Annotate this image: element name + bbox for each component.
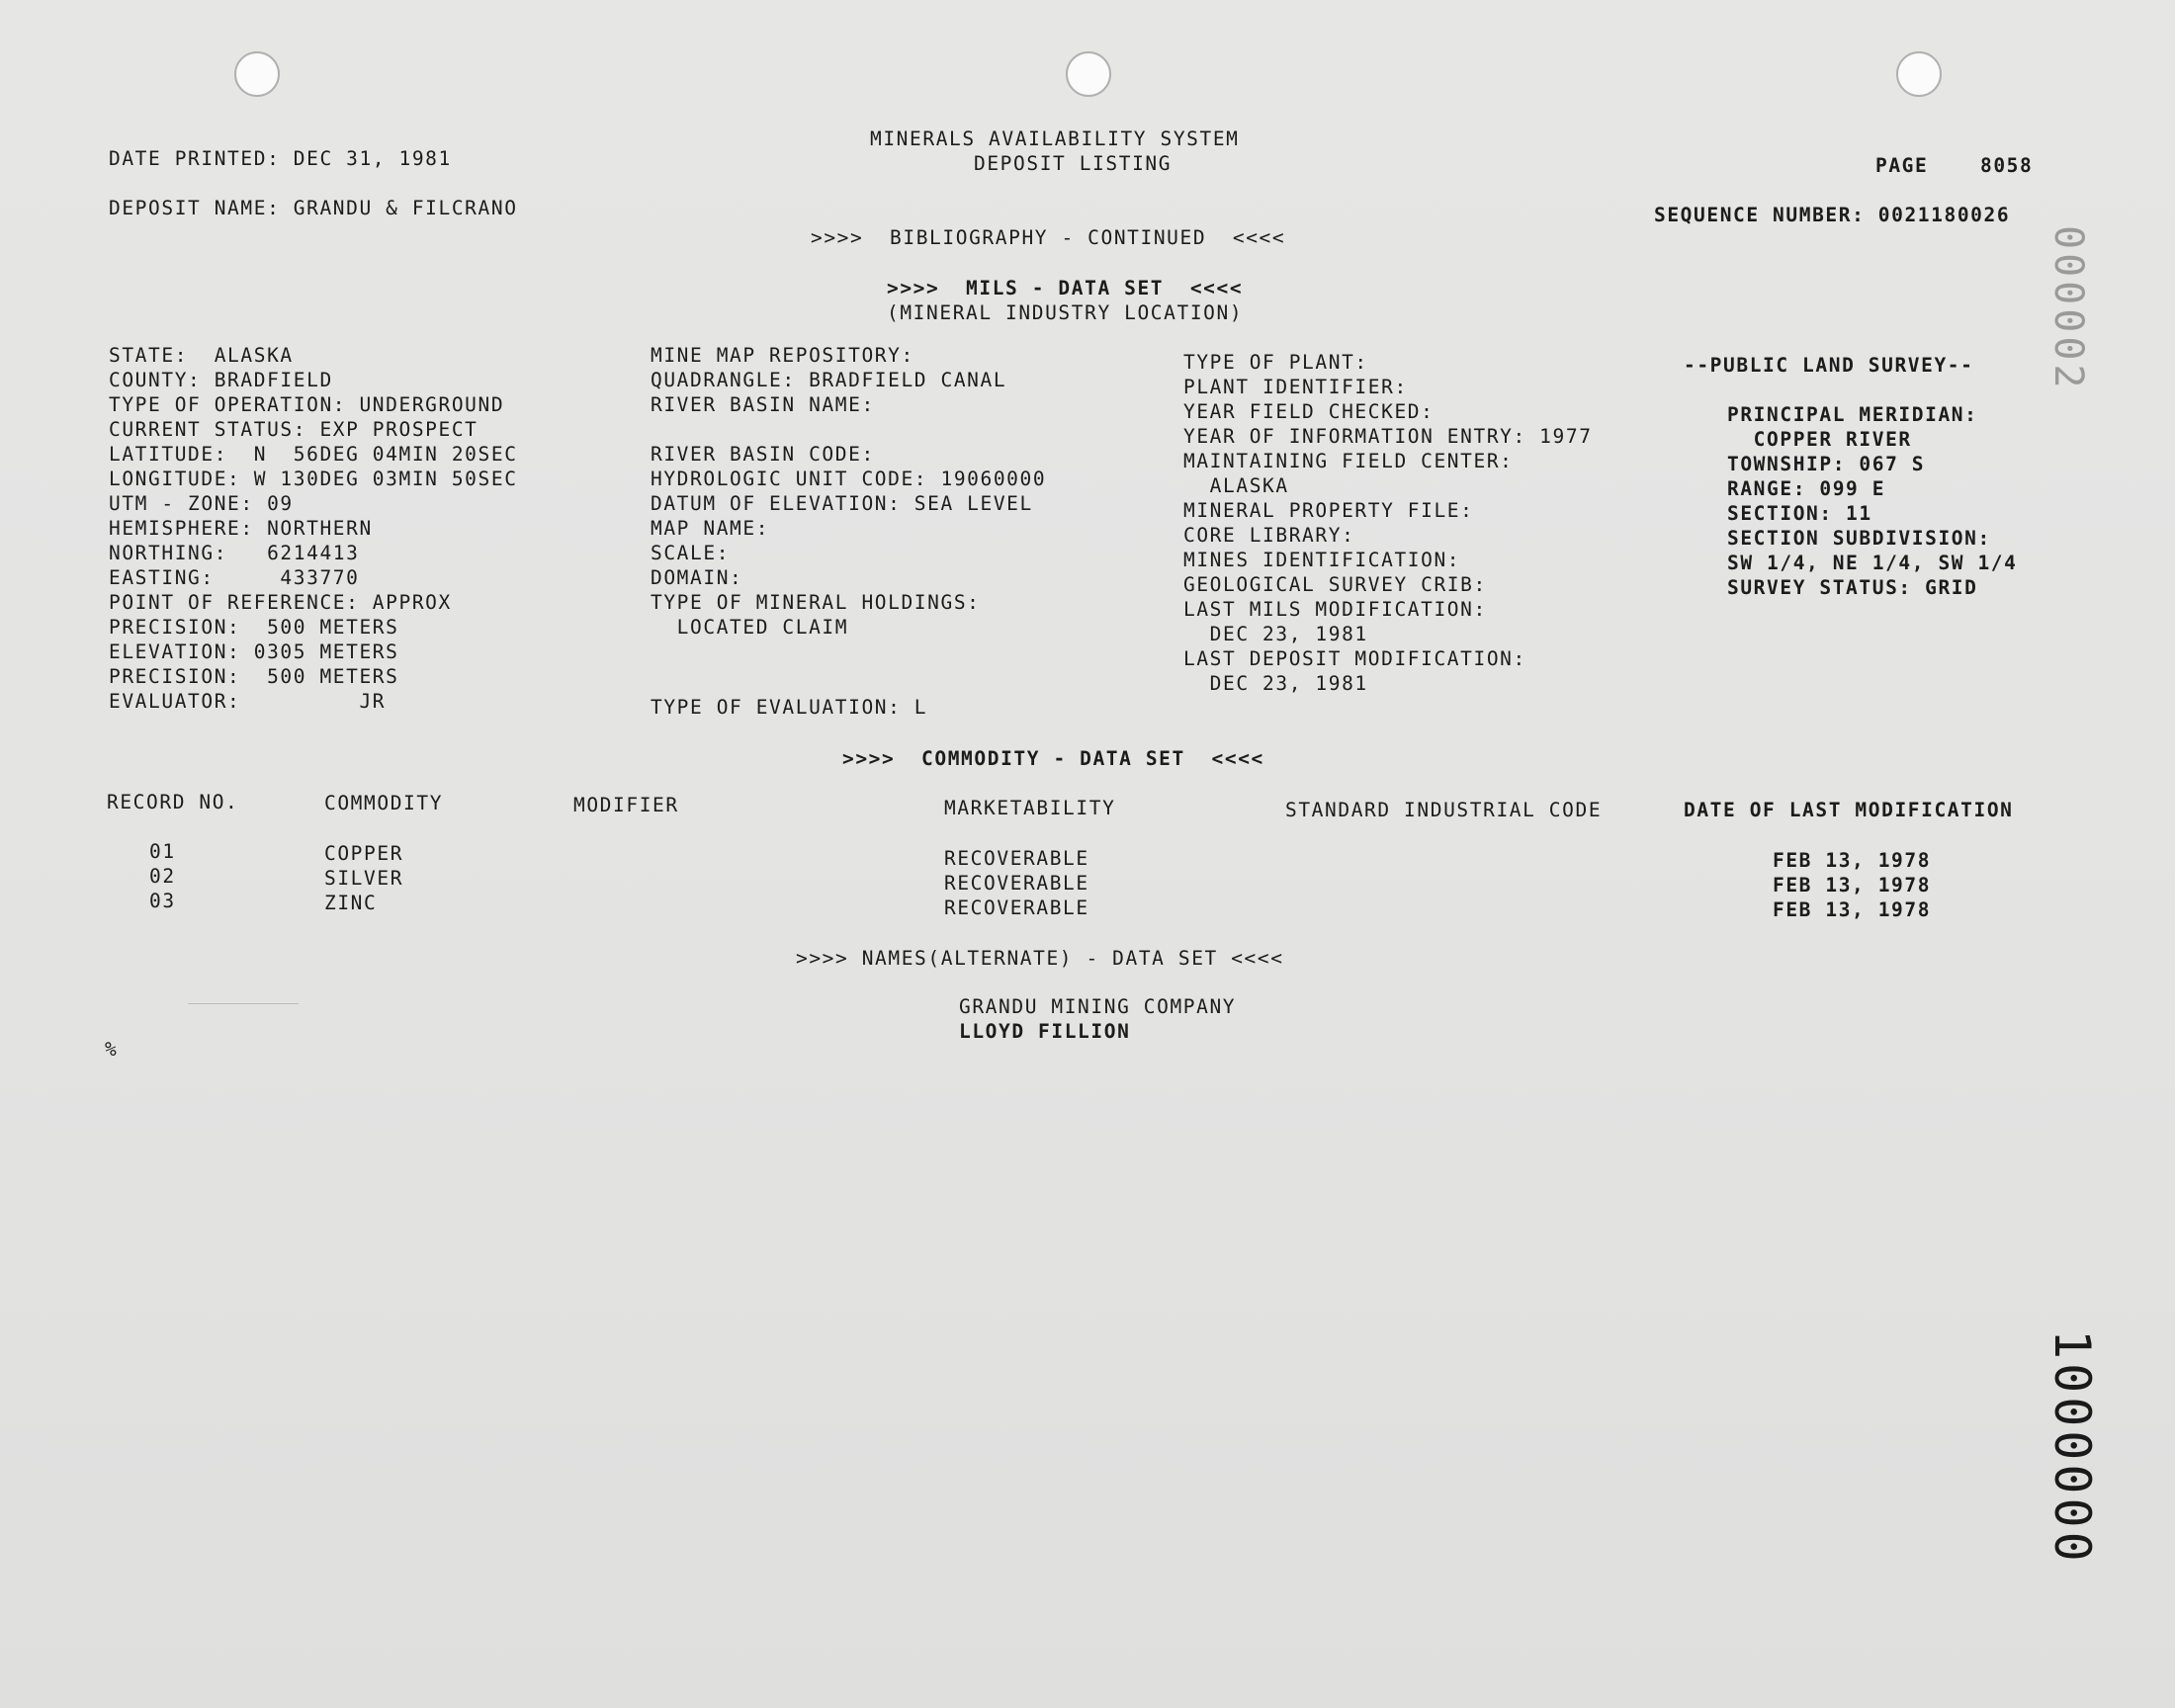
location-line: PRECISION: 500 METERS bbox=[109, 665, 399, 688]
plant-info-line: MINERAL PROPERTY FILE: bbox=[1183, 499, 1474, 522]
modification-date: FEB 13, 1978 bbox=[1773, 849, 1932, 872]
column-header: STANDARD INDUSTRIAL CODE bbox=[1285, 799, 1603, 821]
punch-hole-center bbox=[1066, 51, 1111, 97]
mine-info-line: RIVER BASIN NAME: bbox=[651, 393, 875, 416]
public-land-survey-heading: --PUBLIC LAND SURVEY-- bbox=[1684, 354, 1974, 377]
page-label: PAGE bbox=[1875, 154, 1929, 177]
survey-line: SW 1/4, NE 1/4, SW 1/4 bbox=[1727, 552, 2018, 574]
commodity-heading: >>>> COMMODITY - DATA SET <<<< bbox=[842, 747, 1264, 770]
mils-subheading: (MINERAL INDUSTRY LOCATION) bbox=[887, 301, 1244, 324]
mils-heading: >>>> MILS - DATA SET <<<< bbox=[887, 277, 1244, 299]
sequence-number: SEQUENCE NUMBER: 0021180026 bbox=[1654, 204, 2011, 226]
plant-info-line: GEOLOGICAL SURVEY CRIB: bbox=[1183, 573, 1487, 596]
record-number: 03 bbox=[149, 890, 176, 912]
plant-info-line: CORE LIBRARY: bbox=[1183, 524, 1355, 547]
marketability: RECOVERABLE bbox=[944, 847, 1089, 870]
alternate-name: LLOYD FILLION bbox=[959, 1020, 1131, 1043]
modification-date: FEB 13, 1978 bbox=[1773, 898, 1932, 921]
names-heading: >>>> NAMES(ALTERNATE) - DATA SET <<<< bbox=[796, 947, 1284, 970]
column-header: MARKETABILITY bbox=[944, 797, 1116, 819]
plant-info-line: LAST MILS MODIFICATION: bbox=[1183, 598, 1487, 621]
plant-info-line: LAST DEPOSIT MODIFICATION: bbox=[1183, 647, 1526, 670]
modification-date: FEB 13, 1978 bbox=[1773, 874, 1932, 897]
divider bbox=[188, 1003, 299, 1004]
location-line: COUNTY: BRADFIELD bbox=[109, 369, 333, 391]
plant-info-line: DEC 23, 1981 bbox=[1183, 623, 1368, 645]
frame-stamp-top: 000002 bbox=[2045, 225, 2091, 392]
commodity-name: COPPER bbox=[324, 842, 404, 865]
survey-line: COPPER RIVER bbox=[1727, 428, 1912, 451]
footer-mark: % bbox=[105, 1038, 119, 1061]
survey-line: SURVEY STATUS: GRID bbox=[1727, 576, 1978, 599]
location-line: STATE: ALASKA bbox=[109, 344, 294, 367]
deposit-name: DEPOSIT NAME: GRANDU & FILCRANO bbox=[109, 197, 518, 219]
mine-info-line: MINE MAP REPOSITORY: bbox=[651, 344, 914, 367]
mine-info-line: LOCATED CLAIM bbox=[651, 616, 849, 639]
location-line: TYPE OF OPERATION: UNDERGROUND bbox=[109, 393, 505, 416]
plant-info-line: YEAR OF INFORMATION ENTRY: 1977 bbox=[1183, 425, 1593, 448]
column-header: DATE OF LAST MODIFICATION bbox=[1684, 799, 2014, 821]
plant-info-line: TYPE OF PLANT: bbox=[1183, 351, 1368, 374]
plant-info-line: MAINTAINING FIELD CENTER: bbox=[1183, 450, 1514, 472]
mine-info-line: SCALE: bbox=[651, 542, 731, 564]
system-title: MINERALS AVAILABILITY SYSTEM bbox=[870, 128, 1240, 150]
mine-info-line: QUADRANGLE: BRADFIELD CANAL bbox=[651, 369, 1007, 391]
plant-info-line: DEC 23, 1981 bbox=[1183, 672, 1368, 695]
page-number: 8058 bbox=[1980, 154, 2034, 177]
marketability: RECOVERABLE bbox=[944, 872, 1089, 895]
marketability: RECOVERABLE bbox=[944, 897, 1089, 919]
alternate-name: GRANDU MINING COMPANY bbox=[959, 995, 1237, 1018]
location-line: UTM - ZONE: 09 bbox=[109, 492, 294, 515]
commodity-name: SILVER bbox=[324, 867, 404, 890]
location-line: NORTHING: 6214413 bbox=[109, 542, 360, 564]
location-line: PRECISION: 500 METERS bbox=[109, 616, 399, 639]
plant-info-line: YEAR FIELD CHECKED: bbox=[1183, 400, 1435, 423]
date-printed: DATE PRINTED: DEC 31, 1981 bbox=[109, 147, 452, 170]
mine-info-line: HYDROLOGIC UNIT CODE: 19060000 bbox=[651, 468, 1047, 490]
location-line: HEMISPHERE: NORTHERN bbox=[109, 517, 373, 540]
location-line: EASTING: 433770 bbox=[109, 566, 360, 589]
survey-line: TOWNSHIP: 067 S bbox=[1727, 453, 1926, 475]
location-line: LATITUDE: N 56DEG 04MIN 20SEC bbox=[109, 443, 518, 466]
plant-info-line: PLANT IDENTIFIER: bbox=[1183, 376, 1408, 398]
survey-line: PRINCIPAL MERIDIAN: bbox=[1727, 403, 1978, 426]
punch-hole-left bbox=[234, 51, 280, 97]
punch-hole-right bbox=[1896, 51, 1942, 97]
location-line: ELEVATION: 0305 METERS bbox=[109, 640, 399, 663]
location-line: CURRENT STATUS: EXP PROSPECT bbox=[109, 418, 478, 441]
column-header: RECORD NO. bbox=[107, 791, 239, 813]
mine-info-line: DOMAIN: bbox=[651, 566, 743, 589]
location-line: LONGITUDE: W 130DEG 03MIN 50SEC bbox=[109, 468, 518, 490]
column-header: MODIFIER bbox=[573, 794, 679, 816]
frame-stamp-bottom: 1000000 bbox=[2044, 1329, 2101, 1566]
plant-info-line: MINES IDENTIFICATION: bbox=[1183, 549, 1461, 571]
record-number: 01 bbox=[149, 840, 176, 863]
column-header: COMMODITY bbox=[324, 792, 444, 814]
bibliography-heading: >>>> BIBLIOGRAPHY - CONTINUED <<<< bbox=[811, 226, 1286, 249]
mine-info-line: RIVER BASIN CODE: bbox=[651, 443, 875, 466]
survey-line: RANGE: 099 E bbox=[1727, 477, 1886, 500]
type-of-evaluation: TYPE OF EVALUATION: L bbox=[651, 696, 928, 719]
mine-info-line: MAP NAME: bbox=[651, 517, 770, 540]
mine-info-line: DATUM OF ELEVATION: SEA LEVEL bbox=[651, 492, 1033, 515]
record-number: 02 bbox=[149, 865, 176, 888]
plant-info-line: ALASKA bbox=[1183, 474, 1289, 497]
mine-info-line: TYPE OF MINERAL HOLDINGS: bbox=[651, 591, 981, 614]
listing-title: DEPOSIT LISTING bbox=[974, 152, 1173, 175]
survey-line: SECTION SUBDIVISION: bbox=[1727, 527, 1991, 550]
survey-line: SECTION: 11 bbox=[1727, 502, 1872, 525]
location-line: EVALUATOR: JR bbox=[109, 690, 387, 713]
location-line: POINT OF REFERENCE: APPROX bbox=[109, 591, 452, 614]
commodity-name: ZINC bbox=[324, 892, 378, 914]
